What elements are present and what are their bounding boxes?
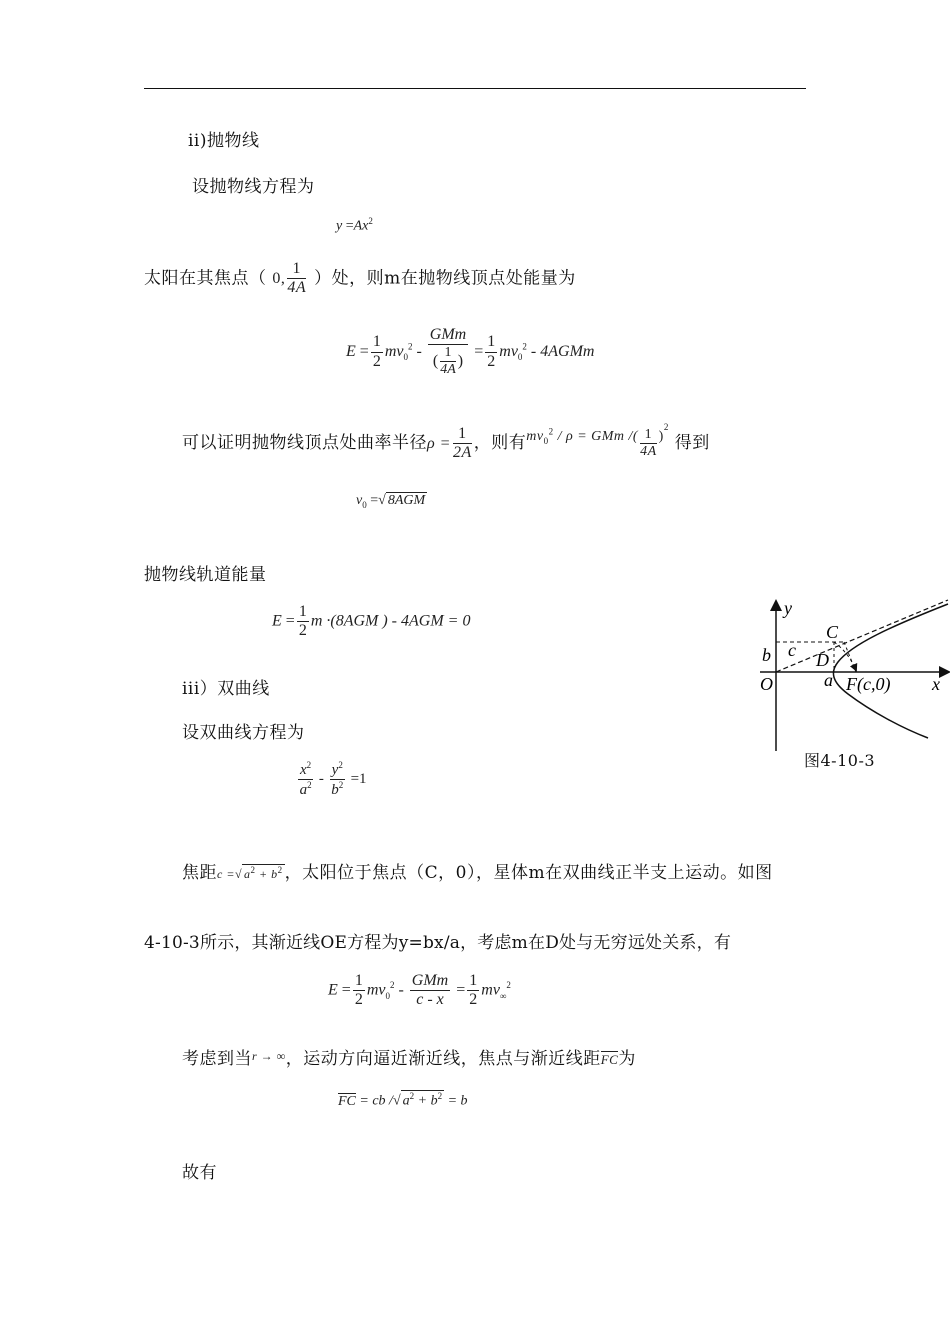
label-y: y	[784, 598, 792, 618]
parabola-equation: $y =Ax^2$	[336, 216, 373, 234]
conclusion-text: 故有	[182, 1163, 217, 1183]
v0-equation: $v_0$ =√ 8AGM	[356, 493, 426, 510]
label-C: C	[826, 622, 839, 642]
label-b: b	[762, 645, 771, 665]
vertex-energy-equation: E = $\frac{1}{2}$ $mv_0^2$ - GMm ( $\frac{1}{4A}$ ) = $\frac{1}{2}$ $mv_0^2$ - 4AGMm	[346, 326, 595, 378]
cf-dash	[844, 642, 856, 672]
focus-sentence: 太阳在其焦点（ 0, $\frac{1}{4A}$ ）处，则m在抛物线顶点处能量为	[144, 260, 576, 297]
section-parabola-heading: ii)抛物线	[188, 131, 260, 151]
hyperbola-equation: $\frac{x^2}{a^2}$ - $\frac{y^2}{b^2}$ =1	[299, 760, 367, 799]
label-F: F(c,0)	[846, 674, 891, 694]
hyperbola-energy-equation: E = $\frac{1}{2}$ $mv_0^2$ - GMm c - x = $\frac{1}{2}$ $mv_\infty^2$	[328, 972, 511, 1009]
header-rule	[144, 88, 806, 89]
label-a: a	[824, 670, 833, 690]
hyperbola-intro: 设双曲线方程为	[182, 723, 305, 743]
asymptote-sentence: 4-10-3所示，其渐近线OE方程为y=bx/a，考虑m在D处与无穷远处关系，有	[144, 933, 732, 953]
fc-equation: FC = cb /√ $a^2 + b^2 = b$	[338, 1091, 468, 1109]
label-O: O	[760, 674, 773, 694]
focal-distance-sentence: 焦距c =√ $a^2 + b^2$ ，太阳位于焦点（C，0），星体m在双曲线正半支上运动。如图	[182, 863, 773, 883]
focus-fraction: $\frac{1}{4A}$	[287, 260, 307, 297]
label-D: D	[816, 650, 829, 670]
limit-sentence: 考虑到当$^{r \to \infty}$，运动方向逼近渐近线，焦点与渐近线距FC为	[182, 1049, 636, 1069]
orbit-energy-title: 抛物线轨道能量	[144, 565, 267, 585]
curvature-sentence: 可以证明抛物线顶点处曲率半径ρ = $\frac{1}{2A}$ ，则有$^{mv_0^2 / \rho = GMm /(}$ $\frac{1}{4A}$ $^{)2}$ 得到	[182, 422, 710, 461]
figure-caption: 图4-10-3	[804, 751, 876, 770]
label-x: x	[932, 674, 940, 694]
section-hyperbola-heading: iii）双曲线	[182, 679, 270, 699]
orbit-energy-equation: E = $\frac{1}{2}$ m ·(8AGM ) - 4AGM = 0	[272, 603, 471, 640]
label-c: c	[788, 640, 796, 660]
parabola-intro: 设抛物线方程为	[192, 177, 315, 197]
asymptote-line	[776, 600, 948, 672]
